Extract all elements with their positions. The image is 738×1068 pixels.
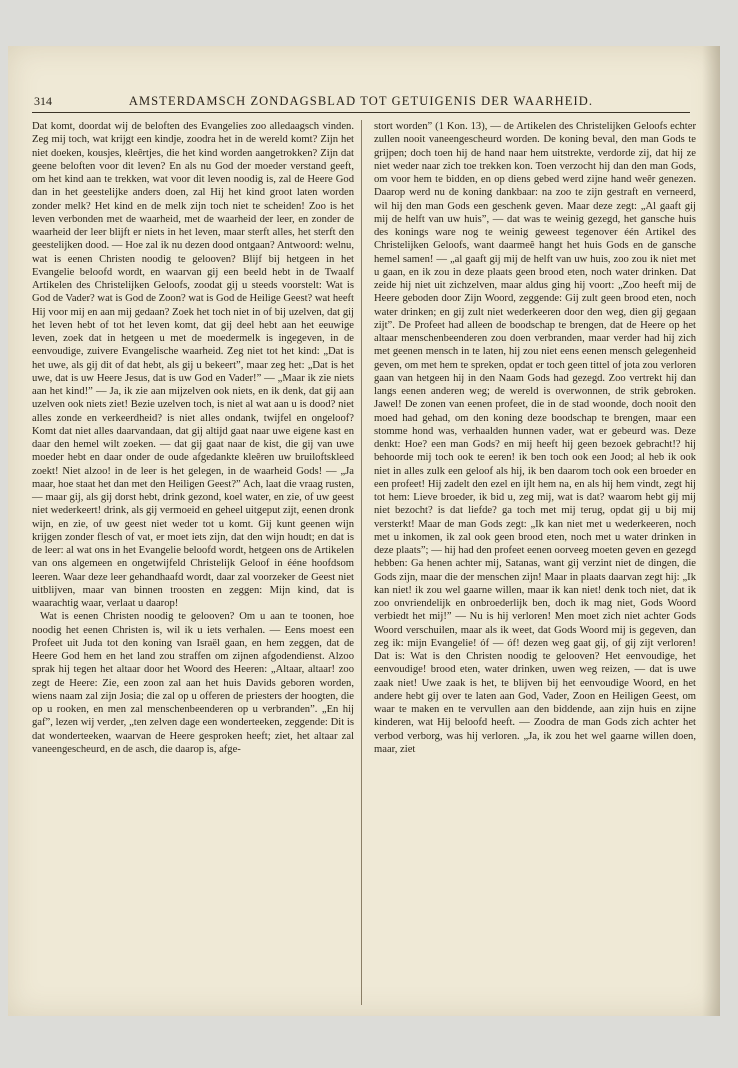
text-column-left <box>32 120 354 756</box>
paragraph: stort worden” (1 Kon. 13), — de Artikelen des Christelijken Geloofs echter zullen nooit vaneengescheurd worden. De koning beval, den man Gods te grijpen; doch toen hij de hand naar hem uitstrekte, verdorde zij, dat hij ze niet weder naar zich toe trekken kon. Toen verzocht hij dan den man Gods, om voor hem te bidden, en op diens gebed werd zijne hand weêr genezen. Daarop werd nu de koning dankbaar: na zoo te zijn gestraft en verneerd, wil hij den man Gods een geschenk geven. Maar deze zegt: „Al gaaft gij mij de helft van uw huis”, — dat was te weinig gezegd, het gansche huis des konings ware nog te weinig geweest tegenover één Artikel des Christelijken Geloofs, want daarmeê hangt het huis Gods en de gansche hemel samen! — „al gaaft gij mij de helft van uw huis, zoo zou ik niet met u gaan, en ik zou in deze plaats geen brood eten, noch water drinken. Dat zeide hij niet uit zichzelven, maar aldus ging hij voort: „Zoo heeft mij de Heere geboden door Zijn Woord, zeggende: Gij zult geen brood eten, noch water drinken; en gij zult niet wederkeeren door den weg, dien gij gegaan zijt”. De Profeet had alleen de boodschap te brengen, dat de Heere op het altaar menschenbeenderen zou doen verbranden, maar verder had hij zich met geenen mensch in te laten, hij zou niet eens eenen mensch gelegenheid geven, om met hem te spreken, opdat er toch geen tittel of jota zou verloren gaan van hetgeen hij in den Naam Gods had gezegd. Zoo vertrekt hij dan langs eenen anderen weg; de wereld is overwonnen, de strik gebroken. Jawel! De zonen van eenen profeet, die in de stad woonde, doch nooit den moed had gehad, om den koning deze boodschap te brengen, maar een stomme hond was, verhaalden hunnen vader, wat er gebeurd was. Deze denkt: Hoe? een man Gods? en mij heeft hij geen bezoek gebracht!? hij behoorde mij toch ook te eeren! ik ben toch ook een Jood; al heb ik ook niet in alles zulk een geloof als hij, ik ben daarom toch ook een broeder en een profeet! Hij zadelt den ezel en ijlt hem na, en als hij hem vindt, zegt hij tot hem: Lieve broeder, ik bid u, zeg mij, wat is dat? waarom hebt gij mij niet bezocht? is dat liefde? ga toch met mij terug, opdat gij u bij mij versterkt! Maar de man Gods zegt: „Ik kan niet met u wederkeeren, noch met u inkomen, ik zal ook geen brood eten, noch met u water drinken in deze plaats”; — hij had den profeet eenen oorveeg moeten geven en gezegd hebben: Ga henen achter mij, Satanas, want gij verzint niet de dingen, die Gods zijn, maar die der menschen zijn! Maar in plaats daarvan zegt hij: „Ik kan niet! ik zou wel gaarne willen, maar ik kan niet! denk toch niet, dat ik zoo onvriendelijk en onbroederlijk ben, doch ik mag niet, Gods Woord verbiedt het mij!” — Nu is hij verloren! Men moet zich niet achter Gods Woord verschuilen, maar als ik weet, dat Gods Woord mij is gegeven, dan zeg ik: mijn Evangelie! óf — óf! dezen weg gaat gij, of gij zijt verloren! Dat is: Wat is den Christen noodig te gelooven? Het eenvoudige, het eenvoudige! brood eten, water drinken, uwen weg reizen, — dat is uwe zaak niet! Uwe zaak is het, te blijven bij het eenvoudige Woord, en het andere hebt gij over te laten aan God, Vader, Zoon en Heiligen Geest, om waar te maken en te vervullen aan den biddende, aan zijn huis en zijne kinderen, wat Hij beloofd heeft. — Zoodra de man Gods zich achter het verbod verborg, was hij verloren. „Ja, ik zou het wel gaarne willen doen, maar, ziet <box>374 121 696 755</box>
page-header <box>32 94 690 113</box>
newspaper-page <box>8 46 720 1016</box>
running-title: AMSTERDAMSCH ZONDAGSBLAD TOT GETUIGENIS DER WAARHEID. <box>128 94 594 108</box>
paragraph: Wat is eenen Christen noodig te gelooven? Om u aan te toonen, hoe noodig het eenen Christen is, wil ik u iets verhalen. — Eens moest een Profeet uit Juda tot den koning van Israël gaan, en hem zeggen, dat de Heere God hem en het land zou straffen om zijnen afgodendienst. Alzoo sprak hij tegen het altaar door het Woord des Heeren: „Altaar, altaar! zoo zegt de Heere: Zie, een zoon zal aan het huis Davids geboren worden, wiens naam zal zijn Josia; die zal op u offeren de priesters der hoogten, die op u rooken, en men zal menschenbeenderen op u verbranden”. „En hij gaf”, lezen wij verder, „ten zelven dage een wonderteeken, zeggende: Dit is dat wonderteeken, waarvan de Heere gesproken heeft; ziet, het altaar zal vaneengescheurd, en de asch, die daarop is, afge- <box>32 611 354 755</box>
paragraph: Dat komt, doordat wij de beloften des Evangelies zoo alledaagsch vinden. Zeg mij toch, wat krijgt een kindje, zoodra het in de wereld komt? Zijn het niet doeken, kousjes, kleêrtjes, die het kind worden aangetrokken? Zijn dat geene beloften voor dit leven? En als nu God der moeder verstand geeft, om het kind aan te trekken, wat voor dit leven noodig is, zal de Heere God dan in het geestelijke anders doen, zal Hij het kind groot laten worden zonder melk? Het kind en de melk zijn toch niet te scheiden! Zoo is het leven verbonden met de waarheid, met de waarheid der leer, en zonder de waarheid der leer blijft er niets in het leven, maar sterft alles, het sterft den geestelijken dood. — Hoe zal ik nu dezen dood ontgaan? Antwoord: welnu, wat is eenen Christen noodig te gelooven? Blijf bij hetgeen in het Evangelie beloofd wordt, en waarvan gij een beeld hebt in de Twaalf Artikelen des Christelijken Geloofs, zoodat gij u steeds voorstelt: Wat is God de Vader? wat is God de Zoon? wat is God de Heilige Geest? wat heeft Hij voor mij en aan mij gedaan? Zoek het toch niet in of bij uzelven, dat gij het leven hebt of tot het leven komt, dat gij deel hebt aan het eeuwige leven, zoek dat in hetgeen u met de moedermelk is ingegeven, in de eenvoudige, zuivere Evangelische waarheid. Zeg niet tot het kind: „Dat is het uwe, als gij dit of dat hebt, als gij u bekeert”, maar zeg het: „Dat is het uwe, dat is uw Heere Jesus, dat is uw God en Vader!” — „Maar ik zie niets aan het kind!” — Ja, ik zie aan mijzelven ook niets, en ik denk, dat gij aan uzelven ook niets ziet! Bezie uzelven toch, is niet al wat aan u is dood? niet alles zonde en verkeerdheid? is niet alles ondank, twijfel en ongeloof? Komt dat niet alles daarvandaan, dat gij altijd gaat naar uwe eigene kast en daar den hemel wilt zoeken. — dat gij gaat naar de kist, die gij van uwe moeder hebt en daar onder de oude afgedankte kleêren uw bruiloftskleed zoekt! Niet alzoo! in de leer is het gelegen, in de waarheid Gods! — „Ja maar, hoe staat het dan met den Heiligen Geest?” Ach, laat die vraag rusten, — maar gij, als gij dorst hebt, drink gezond, koel water, en zie, of uw geest niet wederkeert! drink, als gij vermoeid en geheel uitgeput zijt, eenen dronk wijn, en zie, of uw geest niet weder tot u komt. Gij kunt geenen wijn krijgen zonder flesch of vat, er moet iets zijn, dat den wijn houdt; en dat is de leer: al wat ons in het Evangelie beloofd wordt, hetgeen ons de Artikelen van ons algemeen en ongetwijfeld Christelijk Geloof in ééne hoofdsom leeren. Waar deze leer gehandhaafd wordt, daar zal voorzeker de Geest niet uitblijven, maar van binnen troosten en zeggen: Mijn kind, dat is waarachtig waar, verlaat u daarop! <box>32 121 354 609</box>
page-number: 314 <box>34 94 52 108</box>
text-column-right <box>374 120 696 756</box>
column-divider <box>361 120 362 1005</box>
page-edge-shadow <box>702 46 720 1016</box>
